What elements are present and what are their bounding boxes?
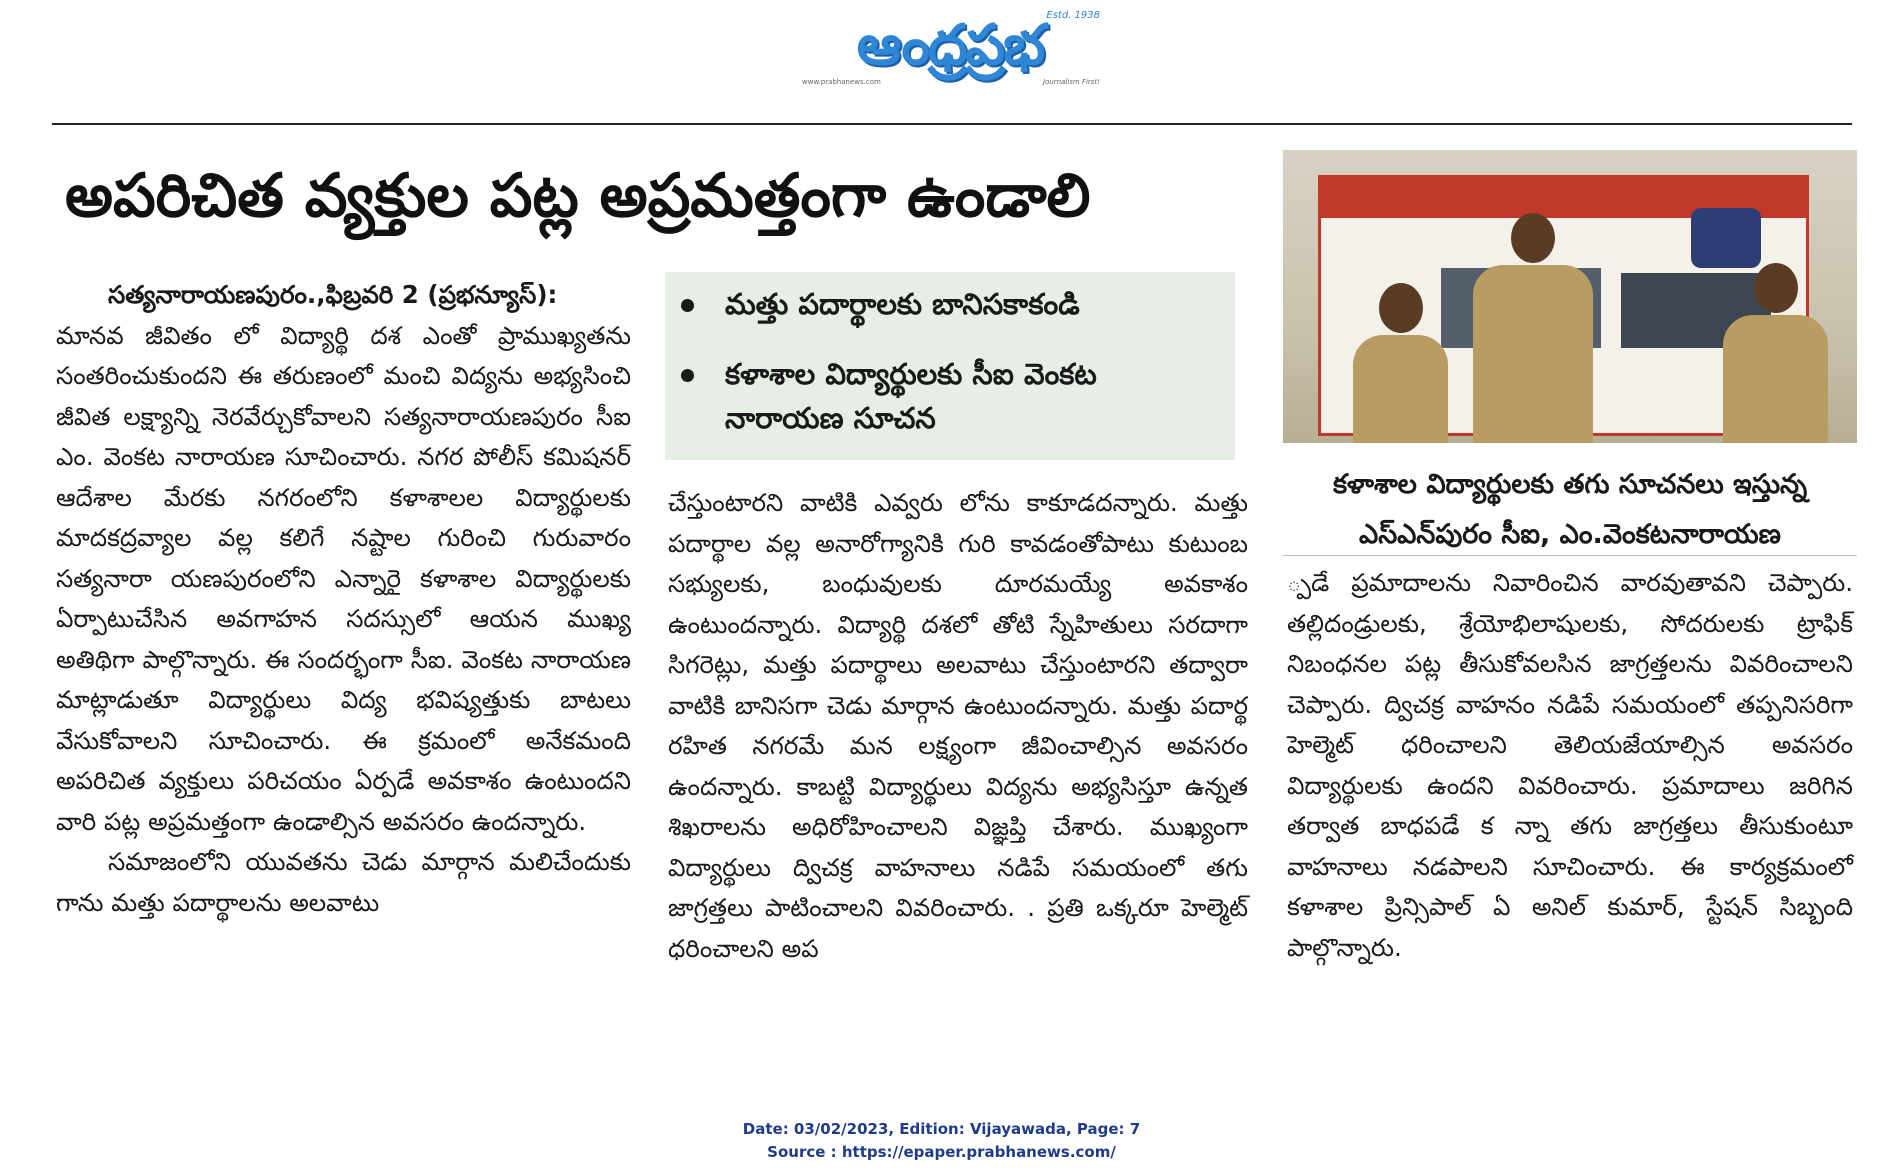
officer-figure — [1473, 265, 1593, 443]
article-paragraph: చేస్తుంటారని వాటికి ఎవ్వరు లోను కాకూడదన్నారు. మత్తు పదార్థాల వల్ల అనారోగ్యానికి గురి కావడంతోపాటు కుటుంబ సభ్యులకు, బంధువులకు దూరమయ్యే అవకాశం ఉంటుందన్నారు. విద్యార్థి దశలో తోటి స్నేహితులు సరదాగా సిగరెట్లు, మత్తు పదార్థాలు అలవాటు చేస్తుంటారని తద్వారా వాటికి బానిసగా చెడు మార్గాన ఉంటుందన్నారు. మత్తు పదార్థ రహిత నగరమే మన లక్ష్యంగా జీవించాల్సిన అవసరం ఉందన్నారు. కాబట్టి విద్యార్థులు విద్యను అభ్యసిస్తూ ఉన్నత శిఖరాలను అధిరోహించాలని విజ్ఞప్తి చేశారు. ముఖ్యంగా విద్యార్థులు ద్విచక్ర వాహనాలు నడిపే సమయంలో తగు జాగ్రత్తలు పాటించాలని వివరించారు. . ప్రతి ఒక్కరూ హెల్మెట్ ధరించాలని అప — [668, 488, 1248, 963]
article-column-3 — [1287, 563, 1853, 968]
article-paragraph: సమాజంలోని యువతను చెడు మార్గాన మలిచేందుకు గాను మత్తు పదార్థాలను అలవాటు — [56, 847, 631, 917]
officer-figure — [1723, 315, 1828, 443]
website-label: www.prabhanews.com — [802, 78, 881, 86]
officer-figure — [1353, 335, 1448, 443]
police-badge-icon — [1691, 208, 1761, 268]
article-dateline: సత్యనారాయణపురం.,ఫిబ్రవరి 2 (ప్రభన్యూస్): — [108, 280, 558, 309]
caption-line: ఎస్ఎన్‌పురం సీఐ, ఎం.వెంకటనారాయణ — [1359, 519, 1781, 550]
highlights-box — [665, 272, 1235, 460]
established-year: Estd. 1938 — [1046, 10, 1100, 21]
bullet-icon — [681, 369, 694, 382]
article-paragraph: ్పడే ప్రమాదాలను నివారించిన వారవుతావని చెప్పారు. తల్లిదండ్రులకు, శ్రేయోభిలాషులకు, సోదరులకు ట్రాఫిక్ నిబంధనల పట్ల తీసుకోవలసిన జాగ్రత్తలను వివరించాలని చెప్పారు. ద్విచక్ర వాహనం నడిపే సమయంలో తప్పనిసరిగా హెల్మెట్ ధరించాలని తెలియజేయాల్సిన అవసరం విద్యార్థులకు ఉందని వివరించారు. ప్రమాదాలు జరిగిన తర్వాత బాధపడే క న్నా తగు జాగ్రత్తలు తీసుకుంటూ వాహనాలు నడపాలని సూచించారు. ఈ కార్యక్రమంలో కళాశాల ప్రిన్సిపాల్ ఏ అనిల్ కుమార్, స్టేషన్ సిబ్బంది పాల్గొన్నారు. — [1287, 568, 1853, 962]
photo-caption — [1283, 460, 1857, 560]
edition-info: Date: 03/02/2023, Edition: Vijayawada, Page: 7 — [742, 1120, 1141, 1138]
newspaper-logo[interactable]: ఆంధ్రప్రభ — [856, 13, 1044, 78]
page-footer — [0, 1118, 1883, 1164]
highlight-item — [681, 352, 1221, 442]
bullet-icon — [681, 299, 694, 312]
highlight-text: కళాశాల విద్యార్థులకు సీఐ వెంకట నారాయణ సూచన — [725, 357, 1097, 435]
article-column-2 — [668, 483, 1248, 969]
masthead — [800, 10, 1100, 90]
caption-line: కళాశాల విద్యార్థులకు తగు సూచనలు ఇస్తున్న — [1332, 469, 1808, 500]
article-column-1 — [56, 275, 631, 923]
source-link[interactable]: Source : https://epaper.prabhanews.com/ — [767, 1143, 1116, 1161]
highlight-text: మత్తు పదార్థాలకు బానిసకాకండి — [725, 287, 1080, 321]
event-photo[interactable] — [1283, 150, 1857, 443]
article-headline: అపరిచిత వ్యక్తుల పట్ల అప్రమత్తంగా ఉండాలి — [65, 161, 1091, 231]
masthead-divider — [52, 123, 1852, 125]
highlight-item — [681, 282, 1221, 326]
article-paragraph: మానవ జీవితం లో విద్యార్థి దశ ఎంతో ప్రాముఖ్యతను సంతరించుకుందని ఈ తరుణంలో మంచి విద్యను అభ్యసించి జీవిత లక్ష్యాన్ని నెరవేర్చుకోవాలని సత్యనారాయణపురం సీఐ ఎం. వెంకట నారాయణ సూచించారు. నగర పోలీస్ కమిషనర్ ఆదేశాల మేరకు నగరంలోని కళాశాలల విద్యార్థులకు మాదకద్రవ్యాల వల్ల కలిగే నష్టాల గురించి గురువారం సత్యనారా యణపురంలోని ఎన్నారై కళాశాల విద్యార్థులకు ఏర్పాటుచేసిన అవగాహన సదస్సులో ఆయన ముఖ్య అతిథిగా పాల్గొన్నారు. ఈ సందర్భంగా సీఐ. వెంకట నారాయణ మాట్లాడుతూ విద్యార్థులు విద్య భవిష్యత్తుకు బాటలు వేసుకోవాలని సూచించారు. ఈ క్రమంలో అనేకమంది అపరిచిత వ్యక్తులు పరిచయం ఏర్పడే అవకాశం ఉంటుందని వారి పట్ల అప్రమత్తంగా ఉండాల్సిన అవసరం ఉందన్నారు. — [56, 320, 631, 836]
caption-divider — [1283, 555, 1857, 556]
tagline: Journalism First! — [1042, 78, 1100, 86]
